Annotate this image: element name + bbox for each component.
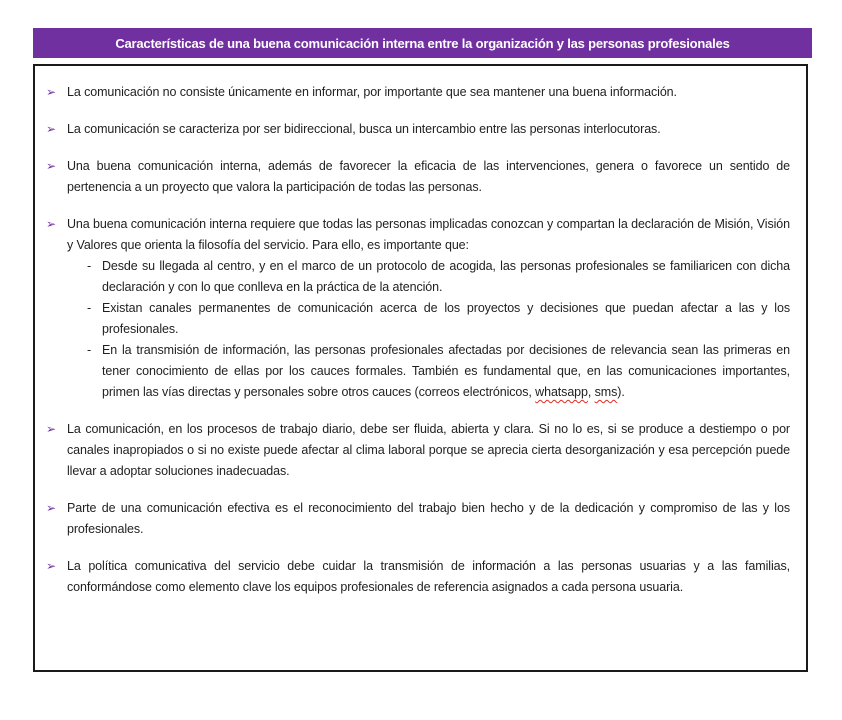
- dash-bullet-icon: -: [87, 343, 92, 357]
- bullet-item-text: Una buena comunicación interna requiere que todas las personas implicadas conozcan y compartan la declaración de Misión, Visión y Valores que orienta la filosofía del servicio. Para ello, es importante que:: [67, 217, 790, 252]
- content-box: [33, 64, 808, 672]
- sub-list-item: [87, 256, 790, 298]
- page-title: Características de una buena comunicación interna entre la organización y las personas profesionales: [115, 35, 730, 51]
- sub-item-separator: ,: [587, 385, 595, 399]
- bullet-item: [35, 498, 796, 540]
- bullet-item-text: Una buena comunicación interna, además de favorecer la eficacia de las intervenciones, genera o favorece un sentido de pertenencia a un proyecto que valora la participación de todas las personas.: [67, 159, 790, 194]
- bullet-item: [35, 119, 796, 140]
- bullet-item: [35, 214, 796, 403]
- bullet-item: [35, 419, 796, 482]
- arrow-bullet-icon: ➢: [46, 559, 56, 573]
- misspelled-word: whatsapp: [535, 385, 588, 399]
- bullet-item: [35, 82, 796, 103]
- bullet-item-text: La política comunicativa del servicio debe cuidar la transmisión de información a las personas usuarias y a las familias, conformándose como elemento clave los equipos profesionales de referencia asignados a cada persona usuaria.: [67, 559, 790, 594]
- bullet-item-text: Parte de una comunicación efectiva es el reconocimiento del trabajo bien hecho y de la dedicación y compromiso de las y los profesionales.: [67, 501, 790, 536]
- arrow-bullet-icon: ➢: [46, 217, 56, 231]
- sub-list-item: [87, 298, 790, 340]
- bullet-item-text: La comunicación se caracteriza por ser bidireccional, busca un intercambio entre las personas interlocutoras.: [67, 122, 661, 136]
- sub-item-text: Existan canales permanentes de comunicación acerca de los proyectos y decisiones que puedan afectar a las y los profesionales.: [102, 301, 790, 336]
- arrow-bullet-icon: ➢: [46, 159, 56, 173]
- bullet-item: [35, 556, 796, 598]
- misspelled-word: sms: [594, 385, 618, 399]
- header-banner: [33, 28, 812, 58]
- bullet-list: [35, 82, 796, 598]
- dash-bullet-icon: -: [87, 259, 92, 273]
- arrow-bullet-icon: ➢: [46, 501, 56, 515]
- bullet-item: [35, 156, 796, 198]
- sub-item-text-after: ).: [617, 385, 625, 399]
- sub-item-text-before: En la transmisión de información, las personas profesionales afectadas por decisiones de relevancia sean las primeras en tener conocimiento de ellas por los cauces formales. También es fundamental que, en las comunicaciones importantes, primen las vías directas y personales sobre otros cauces (correos electrónicos,: [102, 343, 790, 399]
- bullet-item-text: La comunicación no consiste únicamente en informar, por importante que sea mantener una buena información.: [67, 85, 677, 99]
- arrow-bullet-icon: ➢: [46, 85, 56, 99]
- sub-item-text: [102, 343, 790, 399]
- arrow-bullet-icon: ➢: [46, 122, 56, 136]
- sub-list: [87, 256, 790, 403]
- arrow-bullet-icon: ➢: [46, 422, 56, 436]
- dash-bullet-icon: -: [87, 301, 92, 315]
- bullet-item-text: La comunicación, en los procesos de trabajo diario, debe ser fluida, abierta y clara. Si no lo es, si se produce a destiempo o por canales inapropiados o si no existe puede afectar al clima laboral porque se aprecia cierta desorganización y esa percepción puede llevar a adoptar soluciones inadecuadas.: [67, 422, 790, 478]
- sub-item-text: Desde su llegada al centro, y en el marco de un protocolo de acogida, las personas profesionales se familiaricen con dicha declaración y con lo que conlleva en la práctica de la atención.: [102, 259, 790, 294]
- sub-list-item: [87, 340, 790, 403]
